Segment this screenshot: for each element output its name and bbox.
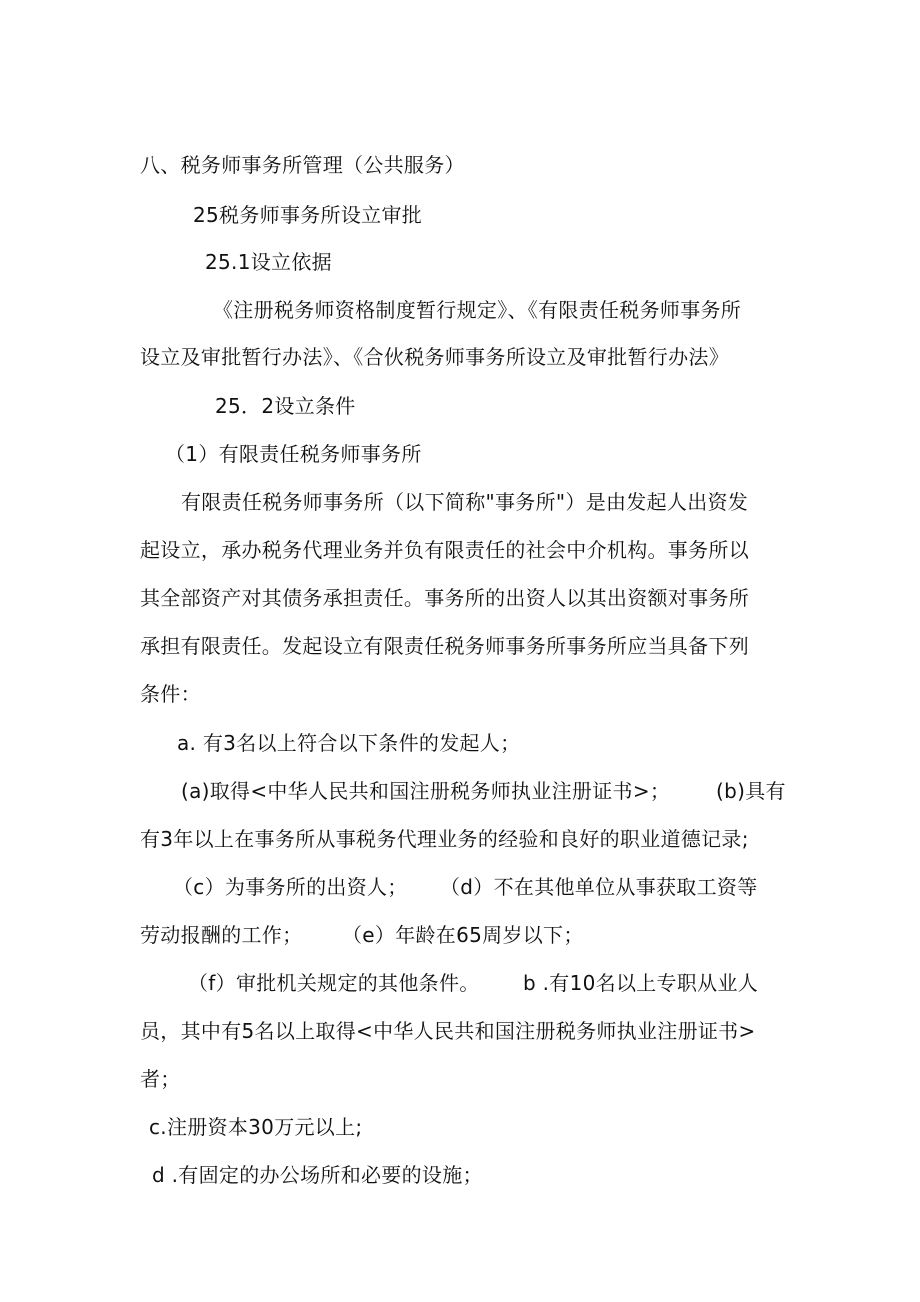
paragraph-line: 其全部资产对其债务承担责任。事务所的出资人以其出资额对事务所 (140, 586, 749, 610)
heading-25-2: 25．2设立条件 (215, 394, 356, 418)
item-a-row-4 (0, 922, 920, 948)
paragraph-line: 起设立，承办税务代理业务并负有限责任的社会中介机构。事务所以 (140, 538, 749, 562)
paragraph-line: 承担有限责任。发起设立有限责任税务师事务所事务所应当具备下列 (140, 634, 749, 658)
item-a-1-part-2: (b)具有 (716, 779, 786, 803)
item-d: d .有固定的办公场所和必要的设施； (152, 1163, 483, 1187)
basis-line-2: 设立及审批暂行办法》、《合伙税务师事务所设立及审批暂行办法》 (140, 345, 729, 369)
item-a-4-part-1: 劳动报酬的工作； (140, 923, 303, 947)
item-a-row-5 (0, 970, 920, 996)
paragraph-line: 条件： (140, 682, 201, 706)
item-a: a. 有3名以上符合以下条件的发起人； (177, 731, 521, 755)
item-a-5-part-1: （f）审批机关规定的其他条件。 (188, 971, 480, 995)
basis-line-1: 《注册税务师资格制度暂行规定》、《有限责任税务师事务所 (213, 298, 742, 322)
item-b-line-3: 者； (140, 1067, 181, 1091)
item-b-line-2: 员，其中有5名以上取得<中华人民共和国注册税务师执业注册证书> (140, 1019, 756, 1043)
item-a-row-1 (0, 778, 920, 804)
item-b-line-1: b .有10名以上专职从业人 (523, 971, 759, 995)
item-a-3-part-2: （d）不在其他单位从事获取工资等 (440, 875, 758, 899)
item-a-3-part-1: （c）为事务所的出资人； (173, 875, 408, 899)
sub-heading-1: （1）有限责任税务师事务所 (165, 442, 422, 466)
heading-25-1: 25.1设立依据 (205, 250, 332, 274)
item-a-row-2: 有3年以上在事务所从事税务代理业务的经验和良好的职业道德记录; (140, 827, 749, 851)
section-heading: 八、税务师事务所管理（公共服务） (140, 153, 465, 177)
item-a-1-part-1: (a)取得<中华人民共和国注册税务师执业注册证书>； (181, 779, 671, 803)
paragraph-line: 有限责任税务师事务所（以下简称"事务所"）是由发起人出资发 (181, 490, 749, 514)
item-a-4-part-2: （e）年龄在65周岁以下； (342, 923, 584, 947)
heading-25: 25税务师事务所设立审批 (193, 203, 423, 227)
item-a-row-3 (0, 874, 920, 900)
item-c: c.注册资本30万元以上; (149, 1115, 363, 1139)
